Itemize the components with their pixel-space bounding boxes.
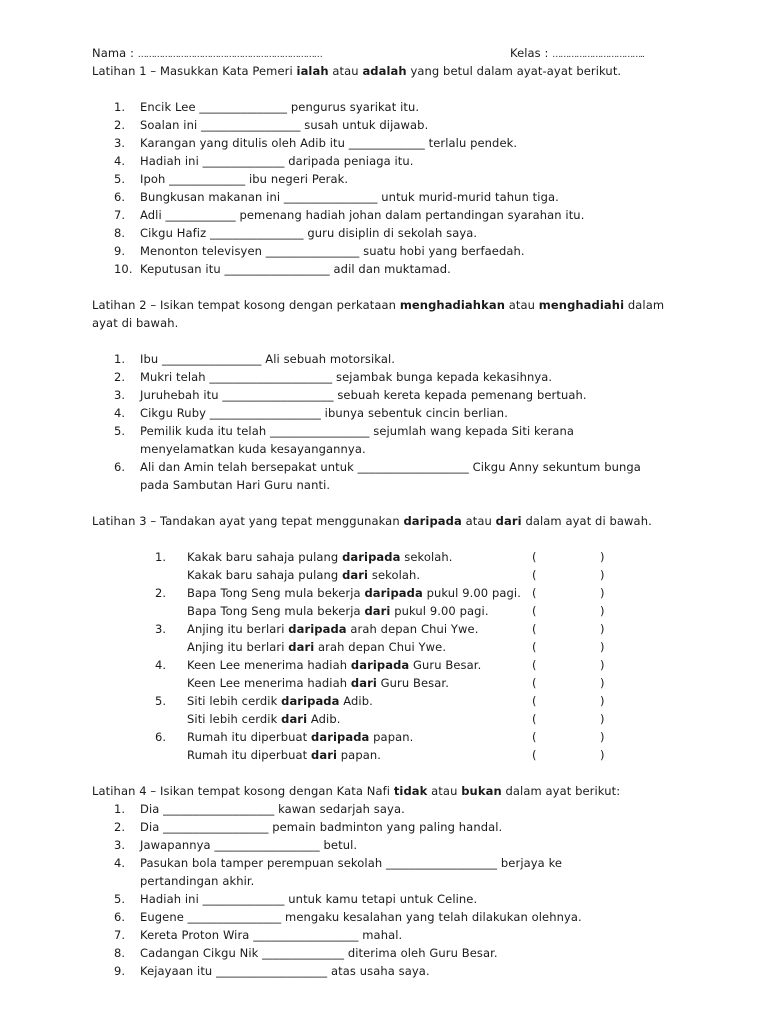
choice-row xyxy=(92,728,768,746)
tick-box-close[interactable]: ) xyxy=(600,550,605,564)
keyword: ialah xyxy=(296,64,329,78)
text-segment: menyelamatkan kuda kesayangannya. xyxy=(140,442,366,456)
list-item xyxy=(92,368,768,386)
item-number: 8. xyxy=(114,226,126,240)
text-segment: Cikgu Ruby xyxy=(140,406,210,420)
item-number: 3. xyxy=(155,622,167,636)
tick-box-open[interactable]: ( xyxy=(532,568,537,582)
list-item xyxy=(92,836,768,854)
tick-box-open[interactable]: ( xyxy=(532,658,537,672)
choice-row xyxy=(92,674,768,692)
text-segment: atau xyxy=(328,64,363,78)
keyword: daripada xyxy=(364,586,423,600)
text-segment: sejumlah wang kepada Siti kerana xyxy=(369,424,575,438)
answer-blank[interactable]: ________________ xyxy=(283,190,378,204)
list-item xyxy=(92,800,768,818)
list-item xyxy=(92,350,768,368)
text-segment: Pasukan bola tamper perempuan sekolah xyxy=(140,856,386,870)
text-segment: pada Sambutan Hari Guru nanti. xyxy=(140,478,331,492)
answer-blank[interactable]: ___________________ xyxy=(357,460,469,474)
list-item xyxy=(92,908,768,926)
text-segment: pukul 9.00 pagi. xyxy=(390,604,489,618)
list-item-continuation xyxy=(92,440,768,458)
text-segment: papan. xyxy=(337,748,382,762)
text-segment: Dia xyxy=(140,820,164,834)
text-segment: sejambak bunga kepada kekasihnya. xyxy=(332,370,553,384)
item-number: 1. xyxy=(114,100,126,114)
item-number: 1. xyxy=(114,352,126,366)
answer-blank[interactable]: ______________ xyxy=(202,154,285,168)
tick-box-close[interactable]: ) xyxy=(600,730,605,744)
text-segment: Ali sebuah motorsikal. xyxy=(261,352,396,366)
text-segment: Adib. xyxy=(339,694,373,708)
text-segment: Keen Lee menerima hadiah xyxy=(187,676,351,690)
text-segment: mahal. xyxy=(358,928,403,942)
text-segment: dalam ayat di bawah. xyxy=(521,514,652,528)
text-segment: dalam ayat berikut: xyxy=(501,784,621,798)
tick-box-open[interactable]: ( xyxy=(532,622,537,636)
answer-blank[interactable]: ___________________ xyxy=(386,856,498,870)
answer-blank[interactable]: _____________________ xyxy=(209,370,333,384)
list-item xyxy=(92,98,768,116)
text-segment: betul. xyxy=(319,838,358,852)
spacer xyxy=(92,80,768,98)
keyword: menghadiahkan xyxy=(399,298,505,312)
tick-box-close[interactable]: ) xyxy=(600,604,605,618)
tick-box-close[interactable]: ) xyxy=(600,676,605,690)
list-item xyxy=(92,206,768,224)
text-segment: sebuah kereta kepada pemenang bertuah. xyxy=(333,388,587,402)
text-segment: Bapa Tong Seng mula bekerja xyxy=(187,586,365,600)
choice-row xyxy=(92,602,768,620)
item-number: 3. xyxy=(114,838,126,852)
item-number: 3. xyxy=(114,388,126,402)
tick-box-open[interactable]: ( xyxy=(532,694,537,708)
text-segment: Mukri telah xyxy=(140,370,210,384)
item-number: 6. xyxy=(114,190,126,204)
answer-blank[interactable]: ____________ xyxy=(165,208,236,222)
text-segment: untuk kamu tetapi untuk Celine. xyxy=(284,892,478,906)
answer-blank[interactable]: _____________ xyxy=(169,172,246,186)
text-segment: Hadiah ini xyxy=(140,892,203,906)
item-number: 4. xyxy=(114,154,126,168)
keyword: bukan xyxy=(461,784,502,798)
answer-blank[interactable]: ___________________ xyxy=(163,802,275,816)
item-number: 9. xyxy=(114,964,126,978)
text-segment: Latihan 1 – Masukkan Kata Pemeri xyxy=(92,64,297,78)
tick-box-open[interactable]: ( xyxy=(532,730,537,744)
answer-blank[interactable]: _________________ xyxy=(270,424,370,438)
text-segment: dalam xyxy=(624,298,665,312)
text-segment: Karangan yang ditulis oleh Adib itu xyxy=(140,136,349,150)
text-segment: Kakak baru sahaja pulang xyxy=(187,568,343,582)
text-segment: arah depan Chui Ywe. xyxy=(314,640,447,654)
text-segment: Kereta Proton Wira xyxy=(140,928,254,942)
keyword: daripada xyxy=(288,622,347,636)
text-segment: Latihan 2 – Isikan tempat kosong dengan perkataan xyxy=(92,298,400,312)
item-number: 6. xyxy=(114,910,126,924)
kelas-group xyxy=(510,44,644,64)
text-segment: adil dan muktamad. xyxy=(329,262,451,276)
list-item xyxy=(92,422,768,440)
text-segment: Siti lebih cerdik xyxy=(187,712,282,726)
section-title-latihan-4 xyxy=(92,782,768,800)
item-number: 6. xyxy=(114,460,126,474)
item-number: 3. xyxy=(114,136,126,150)
tick-box-open[interactable]: ( xyxy=(532,712,537,726)
list-item xyxy=(92,152,768,170)
item-number: 1. xyxy=(114,802,126,816)
list-item xyxy=(92,854,768,872)
text-segment: Encik Lee xyxy=(140,100,200,114)
tick-box-open[interactable]: ( xyxy=(532,748,537,762)
text-segment: Cikgu Anny sekuntum bunga xyxy=(468,460,641,474)
list-item xyxy=(92,890,768,908)
item-number: 7. xyxy=(114,208,126,222)
text-segment: Adib. xyxy=(307,712,341,726)
spacer xyxy=(92,530,768,548)
text-segment: Keputusan itu xyxy=(140,262,225,276)
tick-box-close[interactable]: ) xyxy=(600,694,605,708)
list-item xyxy=(92,926,768,944)
item-number: 4. xyxy=(114,406,126,420)
text-segment: suatu hobi yang berfaedah. xyxy=(359,244,525,258)
spacer xyxy=(92,494,768,512)
answer-blank[interactable]: _________________ xyxy=(201,118,301,132)
choice-row xyxy=(92,710,768,728)
item-number: 5. xyxy=(114,172,126,186)
text-segment: Anjing itu berlari xyxy=(187,622,289,636)
text-segment: daripada peniaga itu. xyxy=(284,154,414,168)
text-segment: Anjing itu berlari xyxy=(187,640,289,654)
text-segment: arah depan Chui Ywe. xyxy=(346,622,479,636)
answer-blank[interactable]: ______________ xyxy=(202,892,285,906)
nama-field[interactable]: …………………………………………………………… xyxy=(137,50,322,60)
answer-blank[interactable]: ___________________ xyxy=(222,388,334,402)
keyword: daripada xyxy=(403,514,462,528)
choice-row xyxy=(92,746,768,764)
list-item xyxy=(92,116,768,134)
section-title-latihan-2 xyxy=(92,314,768,332)
list-item xyxy=(92,962,768,980)
text-segment: kawan sedarjah saya. xyxy=(274,802,405,816)
text-segment: pemenang hadiah johan dalam pertandingan syarahan itu. xyxy=(235,208,585,222)
text-segment: Hadiah ini xyxy=(140,154,203,168)
item-number: 4. xyxy=(114,856,126,870)
text-segment: yang betul dalam ayat-ayat berikut. xyxy=(406,64,622,78)
text-segment: sekolah. xyxy=(400,550,453,564)
text-segment: Latihan 3 – Tandakan ayat yang tepat menggunakan xyxy=(92,514,404,528)
choice-row xyxy=(92,656,768,674)
text-segment: atas usaha saya. xyxy=(327,964,430,978)
keyword: menghadiahi xyxy=(538,298,625,312)
tick-box-close[interactable]: ) xyxy=(600,622,605,636)
tick-box-close[interactable]: ) xyxy=(600,658,605,672)
choice-row xyxy=(92,548,768,566)
item-number: 2. xyxy=(114,118,126,132)
list-item xyxy=(92,224,768,242)
answer-blank[interactable]: ___________________ xyxy=(216,964,328,978)
answer-blank[interactable]: _____________ xyxy=(348,136,425,150)
answer-blank[interactable]: ________________ xyxy=(265,244,360,258)
kelas-field[interactable]: …………………………….. xyxy=(552,50,645,60)
keyword: adalah xyxy=(362,64,407,78)
item-number: 2. xyxy=(155,586,167,600)
tick-box-open[interactable]: ( xyxy=(532,604,537,618)
text-segment: Cadangan Cikgu Nik xyxy=(140,946,263,960)
text-segment: berjaya ke xyxy=(497,856,563,870)
text-segment: Guru Besar. xyxy=(376,676,449,690)
answer-blank[interactable]: ______________ xyxy=(262,946,345,960)
item-number: 6. xyxy=(155,730,167,744)
keyword: dari xyxy=(342,568,369,582)
text-segment: ayat di bawah. xyxy=(92,316,179,330)
text-segment: pemain badminton yang paling handal. xyxy=(268,820,503,834)
answer-blank[interactable]: ___________________ xyxy=(209,406,321,420)
text-segment: terlalu pendek. xyxy=(424,136,518,150)
list-item-continuation xyxy=(92,476,768,494)
list-item xyxy=(92,242,768,260)
answer-blank[interactable]: __________________ xyxy=(214,838,320,852)
text-segment: atau xyxy=(461,514,496,528)
list-item xyxy=(92,818,768,836)
tick-box-close[interactable]: ) xyxy=(600,712,605,726)
text-segment: ibunya sebentuk cincin berlian. xyxy=(320,406,508,420)
text-segment: Cikgu Hafiz xyxy=(140,226,210,240)
text-segment: Bungkusan makanan ini xyxy=(140,190,284,204)
text-segment: Rumah itu diperbuat xyxy=(187,730,312,744)
text-segment: Kejayaan itu xyxy=(140,964,217,978)
text-segment: Bapa Tong Seng mula bekerja xyxy=(187,604,365,618)
keyword: dari xyxy=(311,748,338,762)
tick-box-open[interactable]: ( xyxy=(532,550,537,564)
text-segment: Ipoh xyxy=(140,172,170,186)
text-segment: untuk murid-murid tahun tiga. xyxy=(377,190,559,204)
choice-row xyxy=(92,638,768,656)
list-item xyxy=(92,134,768,152)
nama-label: Nama : xyxy=(92,46,135,60)
keyword: dari xyxy=(281,712,308,726)
item-number: 7. xyxy=(114,928,126,942)
text-segment: Adli xyxy=(140,208,166,222)
text-segment: Rumah itu diperbuat xyxy=(187,748,312,762)
section-title-latihan-1 xyxy=(92,62,768,80)
list-item xyxy=(92,404,768,422)
item-number: 5. xyxy=(114,424,126,438)
item-number: 4. xyxy=(155,658,167,672)
keyword: dari xyxy=(350,676,377,690)
item-number: 8. xyxy=(114,946,126,960)
tick-box-open[interactable]: ( xyxy=(532,676,537,690)
answer-blank[interactable]: ________________ xyxy=(187,910,282,924)
section-title-latihan-2 xyxy=(92,296,768,314)
choice-row xyxy=(92,584,768,602)
item-number: 1. xyxy=(155,550,167,564)
list-item xyxy=(92,188,768,206)
text-segment: Kakak baru sahaja pulang xyxy=(187,550,343,564)
text-segment: Guru Besar. xyxy=(409,658,482,672)
tick-box-open[interactable]: ( xyxy=(532,640,537,654)
text-segment: atau xyxy=(504,298,539,312)
spacer xyxy=(92,764,768,782)
keyword: daripada xyxy=(342,550,401,564)
text-segment: Jawapannya xyxy=(140,838,215,852)
answer-blank[interactable]: __________________ xyxy=(163,820,269,834)
text-segment: pengurus syarikat itu. xyxy=(287,100,420,114)
list-item xyxy=(92,170,768,188)
keyword: tidak xyxy=(393,784,428,798)
kelas-label: Kelas : xyxy=(510,46,549,60)
choice-row xyxy=(92,692,768,710)
text-segment: pukul 9.00 pagi. xyxy=(422,586,521,600)
text-segment: Keen Lee menerima hadiah xyxy=(187,658,351,672)
keyword: daripada xyxy=(281,694,340,708)
text-segment: atau xyxy=(427,784,462,798)
choice-row xyxy=(92,566,768,584)
text-segment: Menonton televisyen xyxy=(140,244,266,258)
text-segment: diterima oleh Guru Besar. xyxy=(344,946,498,960)
text-segment: pertandingan akhir. xyxy=(140,874,255,888)
text-segment: ibu negeri Perak. xyxy=(245,172,349,186)
spacer xyxy=(92,332,768,350)
keyword: daripada xyxy=(350,658,410,672)
item-number: 2. xyxy=(114,370,126,384)
list-item xyxy=(92,386,768,404)
item-number: 9. xyxy=(114,244,126,258)
text-segment: mengaku kesalahan yang telah dilakukan olehnya. xyxy=(281,910,582,924)
list-item xyxy=(92,260,768,278)
tick-box-close[interactable]: ) xyxy=(600,640,605,654)
text-segment: sekolah. xyxy=(368,568,421,582)
answer-blank[interactable]: _________________ xyxy=(162,352,262,366)
section-title-latihan-3 xyxy=(92,512,768,530)
text-segment: papan. xyxy=(369,730,414,744)
text-segment: Eugene xyxy=(140,910,188,924)
item-number: 2. xyxy=(114,820,126,834)
answer-blank[interactable]: ________________ xyxy=(209,226,304,240)
text-segment: Soalan ini xyxy=(140,118,202,132)
item-number: 5. xyxy=(155,694,167,708)
text-segment: Latihan 4 – Isikan tempat kosong dengan Kata Nafi xyxy=(92,784,394,798)
tick-box-close[interactable]: ) xyxy=(600,586,605,600)
tick-box-close[interactable]: ) xyxy=(600,748,605,762)
text-segment: Juruhebah itu xyxy=(140,388,223,402)
text-segment: Ali dan Amin telah bersepakat untuk xyxy=(140,460,358,474)
item-number: 5. xyxy=(114,892,126,906)
text-segment: Ibu xyxy=(140,352,163,366)
name-class-row xyxy=(92,44,768,62)
answer-blank[interactable]: __________________ xyxy=(253,928,359,942)
item-number: 10. xyxy=(114,262,133,276)
keyword: daripada xyxy=(311,730,370,744)
list-item xyxy=(92,458,768,476)
keyword: dari xyxy=(288,640,315,654)
answer-blank[interactable]: _______________ xyxy=(199,100,288,114)
tick-box-close[interactable]: ) xyxy=(600,568,605,582)
text-segment: susah untuk dijawab. xyxy=(300,118,429,132)
tick-box-open[interactable]: ( xyxy=(532,586,537,600)
text-segment: Pemilik kuda itu telah xyxy=(140,424,271,438)
text-segment: Dia xyxy=(140,802,164,816)
keyword: dari xyxy=(364,604,391,618)
text-segment: guru disiplin di sekolah saya. xyxy=(303,226,478,240)
text-segment: Siti lebih cerdik xyxy=(187,694,282,708)
list-item xyxy=(92,944,768,962)
answer-blank[interactable]: __________________ xyxy=(224,262,330,276)
choice-row xyxy=(92,620,768,638)
keyword: dari xyxy=(495,514,522,528)
spacer xyxy=(92,278,768,296)
list-item-continuation xyxy=(92,872,768,890)
